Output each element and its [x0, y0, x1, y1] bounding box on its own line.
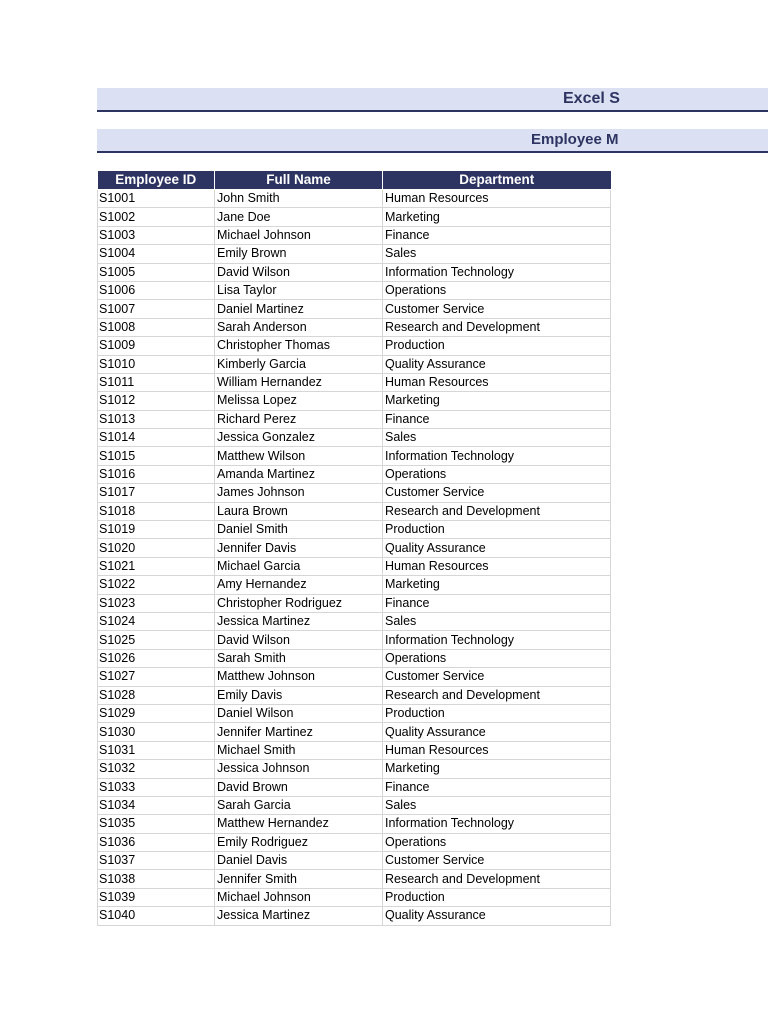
- cell-department[interactable]: Operations: [383, 649, 611, 667]
- sheet-subtitle-band: [97, 129, 768, 153]
- cell-department[interactable]: Quality Assurance: [383, 355, 611, 373]
- cell-department[interactable]: Human Resources: [383, 741, 611, 759]
- cell-full-name[interactable]: Michael Johnson: [215, 226, 383, 244]
- cell-department[interactable]: Finance: [383, 778, 611, 796]
- cell-department[interactable]: Production: [383, 888, 611, 906]
- cell-full-name[interactable]: Emily Brown: [215, 245, 383, 263]
- cell-employee-id[interactable]: S1004: [98, 245, 215, 263]
- table-row: [98, 484, 611, 502]
- cell-employee-id[interactable]: S1028: [98, 686, 215, 704]
- cell-department[interactable]: Research and Development: [383, 870, 611, 888]
- cell-full-name[interactable]: David Brown: [215, 778, 383, 796]
- table-row: [98, 410, 611, 428]
- cell-department[interactable]: Finance: [383, 594, 611, 612]
- table-row: [98, 521, 611, 539]
- cell-department[interactable]: Operations: [383, 281, 611, 299]
- cell-full-name[interactable]: Daniel Smith: [215, 521, 383, 539]
- cell-department[interactable]: Customer Service: [383, 668, 611, 686]
- table-row: [98, 778, 611, 796]
- cell-employee-id[interactable]: S1027: [98, 668, 215, 686]
- table-row: [98, 686, 611, 704]
- cell-department[interactable]: Customer Service: [383, 852, 611, 870]
- cell-employee-id[interactable]: S1002: [98, 208, 215, 226]
- cell-employee-id[interactable]: S1033: [98, 778, 215, 796]
- table-row: [98, 668, 611, 686]
- cell-employee-id[interactable]: S1029: [98, 704, 215, 722]
- table-row: [98, 723, 611, 741]
- cell-full-name[interactable]: William Hernandez: [215, 373, 383, 391]
- table-row: [98, 318, 611, 336]
- table-row: [98, 539, 611, 557]
- table-row: [98, 281, 611, 299]
- cell-department[interactable]: Marketing: [383, 208, 611, 226]
- cell-department[interactable]: Information Technology: [383, 815, 611, 833]
- cell-department[interactable]: Research and Development: [383, 686, 611, 704]
- cell-department[interactable]: Sales: [383, 429, 611, 447]
- cell-employee-id[interactable]: S1023: [98, 594, 215, 612]
- cell-full-name[interactable]: Sarah Smith: [215, 649, 383, 667]
- cell-employee-id[interactable]: S1034: [98, 796, 215, 814]
- cell-department[interactable]: Production: [383, 704, 611, 722]
- table-row: [98, 870, 611, 888]
- cell-employee-id[interactable]: S1012: [98, 392, 215, 410]
- cell-department[interactable]: Research and Development: [383, 318, 611, 336]
- cell-employee-id[interactable]: S1011: [98, 373, 215, 391]
- cell-full-name[interactable]: Emily Rodriguez: [215, 833, 383, 851]
- cell-employee-id[interactable]: S1037: [98, 852, 215, 870]
- cell-full-name[interactable]: Jessica Johnson: [215, 760, 383, 778]
- cell-full-name[interactable]: Michael Johnson: [215, 888, 383, 906]
- cell-full-name[interactable]: Melissa Lopez: [215, 392, 383, 410]
- cell-employee-id[interactable]: S1010: [98, 355, 215, 373]
- cell-full-name[interactable]: David Wilson: [215, 263, 383, 281]
- table-body: [98, 190, 611, 926]
- table-row: [98, 852, 611, 870]
- table-row: [98, 833, 611, 851]
- cell-employee-id[interactable]: S1036: [98, 833, 215, 851]
- table-row: [98, 392, 611, 410]
- employee-table: [97, 171, 611, 926]
- cell-full-name[interactable]: Matthew Johnson: [215, 668, 383, 686]
- cell-employee-id[interactable]: S1005: [98, 263, 215, 281]
- table-row: [98, 447, 611, 465]
- sheet-subtitle-clip: [97, 129, 619, 151]
- cell-full-name[interactable]: Jennifer Martinez: [215, 723, 383, 741]
- cell-full-name[interactable]: Jessica Martinez: [215, 612, 383, 630]
- cell-department[interactable]: Customer Service: [383, 300, 611, 318]
- cell-employee-id[interactable]: S1007: [98, 300, 215, 318]
- cell-full-name[interactable]: Sarah Garcia: [215, 796, 383, 814]
- cell-department[interactable]: Finance: [383, 226, 611, 244]
- column-header-department[interactable]: Department: [383, 171, 611, 190]
- cell-full-name[interactable]: Daniel Davis: [215, 852, 383, 870]
- table-row: [98, 631, 611, 649]
- cell-employee-id[interactable]: S1030: [98, 723, 215, 741]
- table-header-row: [98, 171, 611, 190]
- column-header-employee-id[interactable]: Employee ID: [98, 171, 215, 190]
- cell-department[interactable]: Human Resources: [383, 557, 611, 575]
- cell-full-name[interactable]: Jennifer Smith: [215, 870, 383, 888]
- cell-full-name[interactable]: James Johnson: [215, 484, 383, 502]
- table-row: [98, 190, 611, 208]
- cell-department[interactable]: Marketing: [383, 760, 611, 778]
- cell-employee-id[interactable]: S1032: [98, 760, 215, 778]
- cell-full-name[interactable]: Sarah Anderson: [215, 318, 383, 336]
- cell-employee-id[interactable]: S1013: [98, 410, 215, 428]
- cell-full-name[interactable]: Lisa Taylor: [215, 281, 383, 299]
- cell-department[interactable]: Production: [383, 337, 611, 355]
- cell-department[interactable]: Operations: [383, 465, 611, 483]
- table-row: [98, 760, 611, 778]
- cell-department[interactable]: Quality Assurance: [383, 723, 611, 741]
- cell-full-name[interactable]: Christopher Thomas: [215, 337, 383, 355]
- cell-employee-id[interactable]: S1003: [98, 226, 215, 244]
- cell-department[interactable]: Human Resources: [383, 373, 611, 391]
- cell-employee-id[interactable]: S1031: [98, 741, 215, 759]
- cell-full-name[interactable]: Jessica Gonzalez: [215, 429, 383, 447]
- cell-employee-id[interactable]: S1015: [98, 447, 215, 465]
- cell-department[interactable]: Marketing: [383, 576, 611, 594]
- cell-employee-id[interactable]: S1020: [98, 539, 215, 557]
- cell-employee-id[interactable]: S1009: [98, 337, 215, 355]
- table-row: [98, 594, 611, 612]
- table-row: [98, 337, 611, 355]
- cell-department[interactable]: Human Resources: [383, 190, 611, 208]
- table-row: [98, 226, 611, 244]
- cell-department[interactable]: Information Technology: [383, 631, 611, 649]
- table-row: [98, 612, 611, 630]
- cell-employee-id[interactable]: S1016: [98, 465, 215, 483]
- cell-employee-id[interactable]: S1018: [98, 502, 215, 520]
- table-row: [98, 355, 611, 373]
- cell-full-name[interactable]: Matthew Hernandez: [215, 815, 383, 833]
- cell-full-name[interactable]: Michael Garcia: [215, 557, 383, 575]
- cell-full-name[interactable]: Jessica Martinez: [215, 907, 383, 925]
- cell-full-name[interactable]: John Smith: [215, 190, 383, 208]
- cell-full-name[interactable]: David Wilson: [215, 631, 383, 649]
- cell-department[interactable]: Customer Service: [383, 484, 611, 502]
- cell-employee-id[interactable]: S1021: [98, 557, 215, 575]
- cell-department[interactable]: Finance: [383, 410, 611, 428]
- table-row: [98, 907, 611, 925]
- cell-employee-id[interactable]: S1008: [98, 318, 215, 336]
- cell-full-name[interactable]: Jennifer Davis: [215, 539, 383, 557]
- table-row: [98, 300, 611, 318]
- cell-full-name[interactable]: Jane Doe: [215, 208, 383, 226]
- cell-employee-id[interactable]: S1022: [98, 576, 215, 594]
- table-row: [98, 815, 611, 833]
- cell-employee-id[interactable]: S1001: [98, 190, 215, 208]
- table-row: [98, 245, 611, 263]
- cell-full-name[interactable]: Michael Smith: [215, 741, 383, 759]
- cell-employee-id[interactable]: S1035: [98, 815, 215, 833]
- cell-full-name[interactable]: Richard Perez: [215, 410, 383, 428]
- cell-full-name[interactable]: Daniel Wilson: [215, 704, 383, 722]
- cell-full-name[interactable]: Daniel Martinez: [215, 300, 383, 318]
- cell-department[interactable]: Research and Development: [383, 502, 611, 520]
- cell-full-name[interactable]: Christopher Rodriguez: [215, 594, 383, 612]
- sheet-title-band: [97, 88, 768, 112]
- cell-employee-id[interactable]: S1006: [98, 281, 215, 299]
- cell-employee-id[interactable]: S1039: [98, 888, 215, 906]
- sheet-title: Excel S: [563, 90, 620, 107]
- cell-department[interactable]: Production: [383, 521, 611, 539]
- table-row: [98, 888, 611, 906]
- table-row: [98, 649, 611, 667]
- table-row: [98, 373, 611, 391]
- table-row: [98, 208, 611, 226]
- table-row: [98, 465, 611, 483]
- cell-full-name[interactable]: Laura Brown: [215, 502, 383, 520]
- cell-department[interactable]: Sales: [383, 612, 611, 630]
- cell-employee-id[interactable]: S1040: [98, 907, 215, 925]
- cell-full-name[interactable]: Amanda Martinez: [215, 465, 383, 483]
- table-row: [98, 263, 611, 281]
- cell-full-name[interactable]: Kimberly Garcia: [215, 355, 383, 373]
- table-row: [98, 704, 611, 722]
- cell-department[interactable]: Information Technology: [383, 447, 611, 465]
- cell-department[interactable]: Information Technology: [383, 263, 611, 281]
- cell-employee-id[interactable]: S1026: [98, 649, 215, 667]
- table-row: [98, 429, 611, 447]
- column-header-full-name[interactable]: Full Name: [215, 171, 383, 190]
- cell-department[interactable]: Operations: [383, 833, 611, 851]
- sheet-title-clip: [97, 88, 620, 110]
- table-row: [98, 796, 611, 814]
- cell-department[interactable]: Marketing: [383, 392, 611, 410]
- cell-full-name[interactable]: Emily Davis: [215, 686, 383, 704]
- cell-department[interactable]: Quality Assurance: [383, 907, 611, 925]
- table-row: [98, 741, 611, 759]
- cell-employee-id[interactable]: S1017: [98, 484, 215, 502]
- sheet-subtitle: Employee M: [531, 131, 619, 148]
- cell-employee-id[interactable]: S1014: [98, 429, 215, 447]
- cell-full-name[interactable]: Amy Hernandez: [215, 576, 383, 594]
- table-row: [98, 576, 611, 594]
- cell-department[interactable]: Quality Assurance: [383, 539, 611, 557]
- cell-employee-id[interactable]: S1025: [98, 631, 215, 649]
- cell-employee-id[interactable]: S1019: [98, 521, 215, 539]
- cell-department[interactable]: Sales: [383, 245, 611, 263]
- cell-full-name[interactable]: Matthew Wilson: [215, 447, 383, 465]
- table-row: [98, 502, 611, 520]
- cell-department[interactable]: Sales: [383, 796, 611, 814]
- table-row: [98, 557, 611, 575]
- cell-employee-id[interactable]: S1038: [98, 870, 215, 888]
- cell-employee-id[interactable]: S1024: [98, 612, 215, 630]
